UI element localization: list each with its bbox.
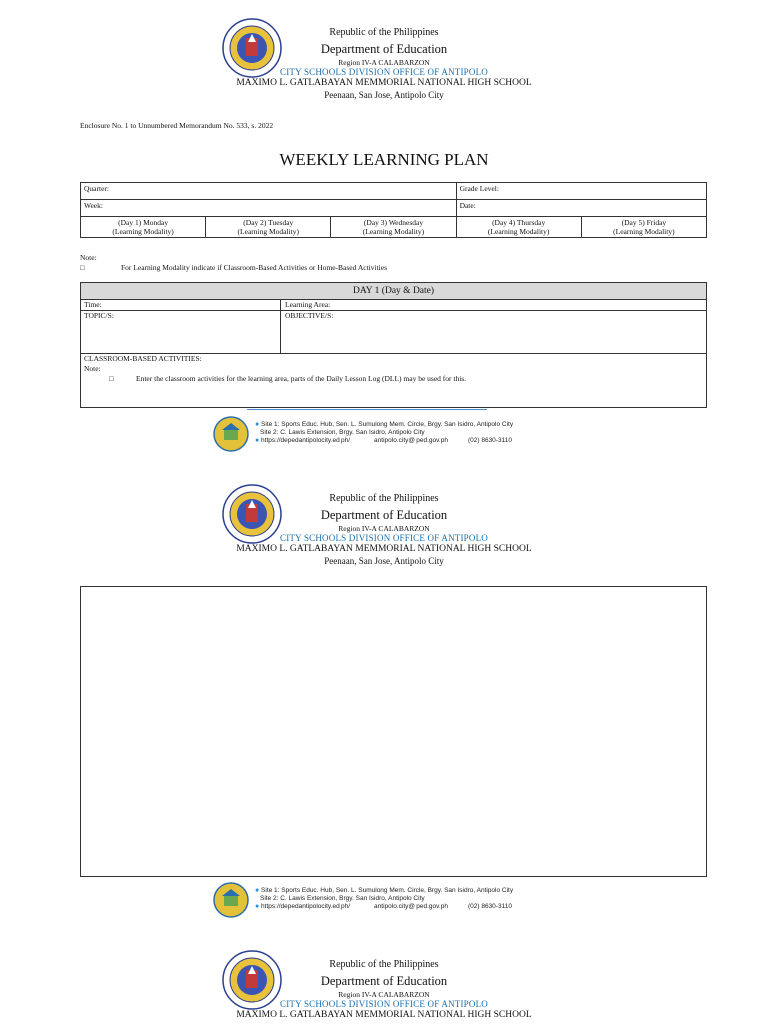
checkbox-bullet-icon: □	[109, 374, 114, 383]
note-text: For Learning Modality indicate if Classroom-Based Activities or Home-Based Activities	[121, 263, 387, 272]
division-logo-icon	[213, 882, 249, 918]
grade-level-field[interactable]: Grade Level:	[456, 183, 706, 200]
footer-block: ● Site 1: Sports Educ. Hub, Sen. L. Sumulong Mem. Circle, Brgy. San Isidro, Antipolo City Site 2: C. Lawis Extension, Brgy. San Isidro, Antipolo City ● https://depedantipolocity.ed ph/ antipolo.city@ ped.gov.ph (02) 8630-3110	[255, 887, 514, 910]
address-text: Peenaan, San Jose, Antipolo City	[324, 90, 444, 100]
location-pin-icon: ●	[255, 887, 260, 894]
location-pin-icon: ●	[255, 437, 260, 444]
day-cell: (Day 3) Wednesday (Learning Modality)	[331, 217, 456, 238]
day1-note-text: Enter the classroom activities for the learning area, parts of the Daily Lesson Log (DLL) may be used for this.	[136, 374, 467, 383]
republic-text: Republic of the Philippines	[329, 27, 439, 38]
checkbox-bullet-icon: □	[80, 263, 85, 272]
day1-note-label: Note:	[84, 364, 101, 373]
region-text: Region IV-A CALABARZON	[338, 58, 430, 67]
school-text: MAXIMO L. GATLABAYAN MEMMORIAL NATIONAL HIGH SCHOOL	[236, 1010, 532, 1020]
day-cell: (Day 5) Friday (Learning Modality)	[581, 217, 706, 238]
note-label: Note:	[80, 253, 97, 262]
location-pin-icon: ●	[255, 903, 260, 910]
day-cell: (Day 1) Monday (Learning Modality)	[81, 217, 206, 238]
footer-rule	[247, 409, 487, 410]
day1-heading: DAY 1 (Day & Date)	[81, 283, 706, 300]
department-text: Department of Education	[320, 42, 448, 56]
plan-table	[80, 182, 707, 238]
department-text: Department of Education	[320, 974, 448, 988]
school-text: MAXIMO L. GATLABAYAN MEMMORIAL NATIONAL HIGH SCHOOL	[236, 78, 532, 88]
division-text: CITY SCHOOLS DIVISION OFFICE OF ANTIPOLO	[280, 67, 488, 77]
republic-text: Republic of the Philippines	[329, 493, 439, 504]
website-link[interactable]: https://depedantipolocity.ed ph/	[261, 903, 351, 910]
division-logo-icon	[213, 416, 249, 452]
activities-label: CLASSROOM-BASED ACTIVITIES:	[84, 354, 202, 363]
region-text: Region IV-A CALABARZON	[338, 524, 430, 533]
week-field[interactable]: Week:	[81, 200, 457, 217]
email-link[interactable]: antipolo.city@ ped.gov.ph	[374, 437, 448, 444]
footer-block: ● Site 1: Sports Educ. Hub, Sen. L. Sumulong Mem. Circle, Brgy. San Isidro, Antipolo City Site 2: C. Lawis Extension, Brgy. San Isidro, Antipolo City ● https://depedantipolocity.ed ph/ antipolo.city@ ped.gov.ph (02) 8630-3110	[255, 421, 514, 444]
division-text: CITY SCHOOLS DIVISION OFFICE OF ANTIPOLO	[280, 999, 488, 1009]
learning-area-label: Learning Area:	[285, 300, 331, 309]
region-text: Region IV-A CALABARZON	[338, 990, 430, 999]
enclosure-text: Enclosure No. 1 to Unnumbered Memorandum No. 533, s. 2022	[80, 121, 274, 130]
address-text: Peenaan, San Jose, Antipolo City	[324, 556, 444, 566]
day-cell: (Day 2) Tuesday (Learning Modality)	[206, 217, 331, 238]
website-link[interactable]: https://depedantipolocity.ed ph/	[261, 437, 351, 444]
school-text: MAXIMO L. GATLABAYAN MEMMORIAL NATIONAL HIGH SCHOOL	[236, 544, 532, 554]
location-pin-icon: ●	[255, 421, 260, 428]
republic-text: Republic of the Philippines	[329, 959, 439, 970]
objective-label: OBJECTIVE/S:	[285, 311, 334, 320]
time-label: Time:	[84, 300, 102, 309]
date-field[interactable]: Date:	[456, 200, 706, 217]
department-text: Department of Education	[320, 508, 448, 522]
content-box[interactable]	[80, 586, 707, 877]
topic-label: TOPIC/S:	[84, 311, 114, 320]
day1-section	[80, 282, 707, 408]
quarter-field[interactable]: Quarter:	[81, 183, 457, 200]
day-cell: (Day 4) Thursday (Learning Modality)	[456, 217, 581, 238]
division-text: CITY SCHOOLS DIVISION OFFICE OF ANTIPOLO	[280, 533, 488, 543]
email-link[interactable]: antipolo.city@ ped.gov.ph	[374, 903, 448, 910]
page-title: WEEKLY LEARNING PLAN	[279, 150, 489, 169]
